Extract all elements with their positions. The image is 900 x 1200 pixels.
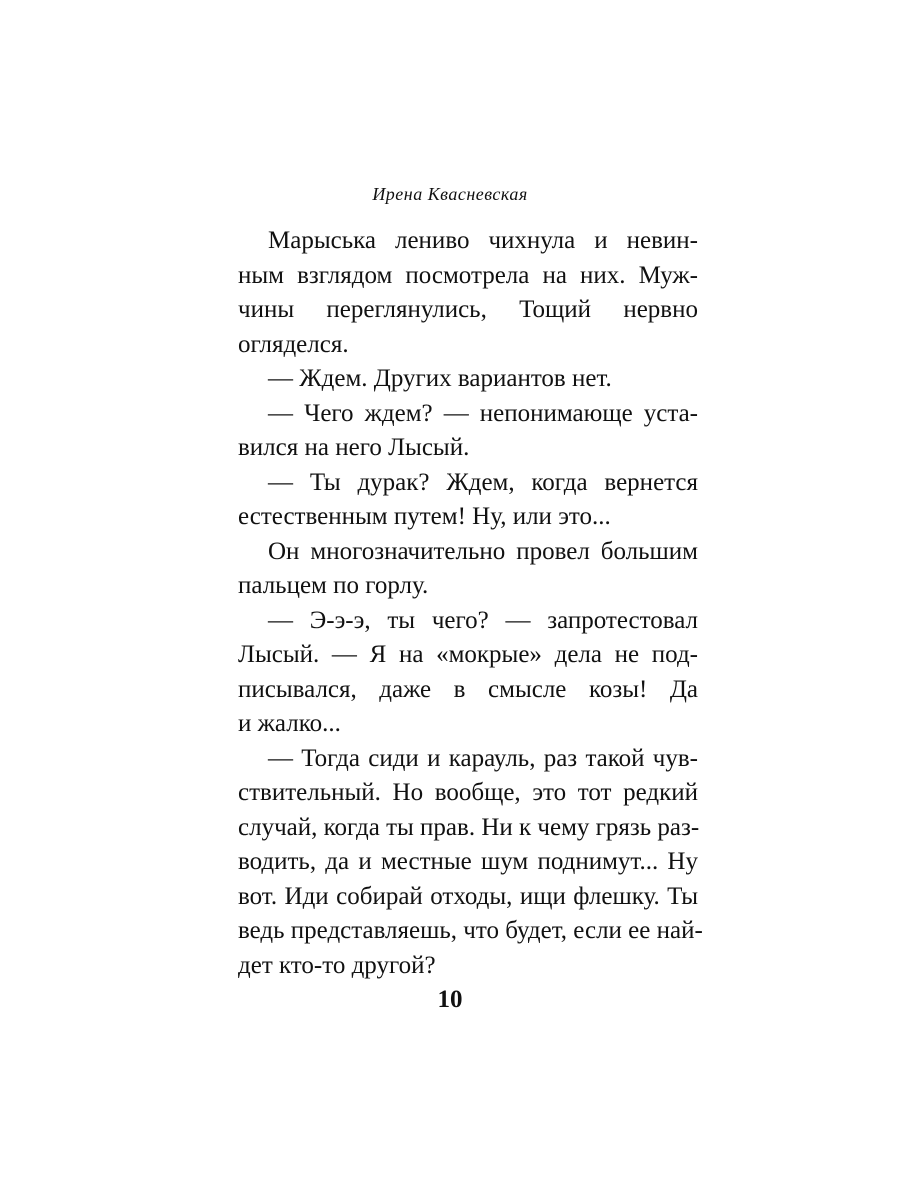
- text-line: — Ждем. Других вариантов нет.: [268, 365, 612, 392]
- text-line: дет кто-то другой?: [238, 951, 436, 979]
- text-line: ствительный. Но вообще, это тот редкий: [238, 779, 698, 806]
- text-line: — Э-э-э, ты чего? — запротестовал: [268, 606, 698, 634]
- page-number: 10: [437, 986, 463, 1013]
- text-line: естественным путем! Ну, или это...: [238, 503, 611, 530]
- paragraph: [238, 466, 698, 535]
- text-line: и жалко...: [238, 710, 341, 737]
- text-line: ведь представляешь, что будет, если ее най-: [238, 917, 703, 944]
- paragraph: [238, 742, 703, 984]
- paragraph: [238, 397, 698, 466]
- text-line: пальцем по горлу.: [238, 572, 429, 599]
- text-line: Лысый. — Я на «мокрые» дела не под-: [238, 641, 698, 668]
- text-line: — Чего ждем? — непонимающе уста-: [268, 399, 698, 427]
- text-line: огляделся.: [238, 330, 349, 358]
- text-line: — Ты дурак? Ждем, когда вернется: [268, 468, 698, 496]
- text-line: писывался, даже в смысле козы! Да: [238, 675, 698, 703]
- text-line: случай, когда ты прав. Ни к чему грязь раз-: [238, 813, 700, 841]
- paragraph: [238, 604, 698, 742]
- body-text: [238, 224, 703, 983]
- text-line: вот. Иди собирай отходы, ищи флешку. Ты: [238, 882, 698, 910]
- text-line: чины переглянулись, Тощий нервно: [238, 296, 698, 323]
- text-line: Марыська лениво чихнула и невин-: [268, 227, 698, 254]
- running-head-author: Ирена Квасневская: [372, 184, 528, 204]
- paragraph: [238, 362, 698, 397]
- text-line: водить, да и местные шум поднимут... Ну: [238, 848, 698, 875]
- text-line: вился на него Лысый.: [238, 434, 470, 461]
- text-line: — Тогда сиди и карауль, раз такой чув-: [268, 744, 698, 772]
- paragraph: [238, 224, 698, 362]
- text-line: Он многозначительно провел большим: [268, 537, 698, 565]
- text-line: ным взглядом посмотрела на них. Муж-: [238, 261, 698, 289]
- paragraph: [238, 535, 698, 604]
